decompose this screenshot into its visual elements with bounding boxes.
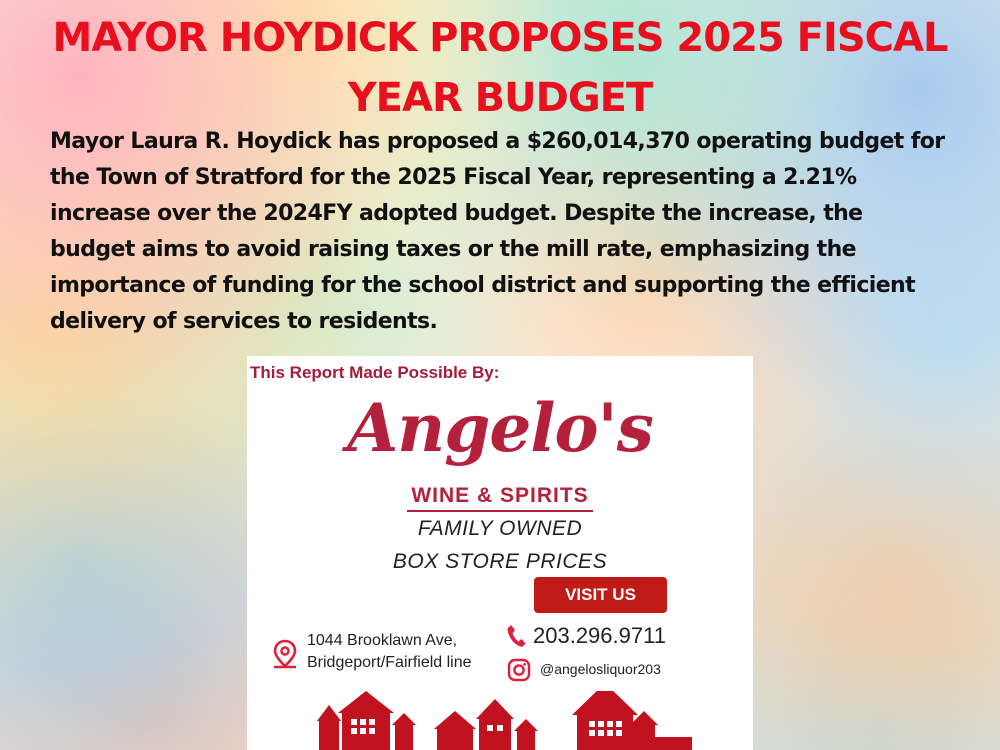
tagline-family-owned: FAMILY OWNED <box>417 517 583 540</box>
sponsor-ad[interactable] <box>247 356 753 750</box>
phone-icon <box>506 624 526 648</box>
sponsor-label: This Report Made Possible By: <box>250 363 500 382</box>
address-line-2: Bridgeport/Fairfield line <box>307 654 472 671</box>
article-headline: MAYOR HOYDICK PROPOSES 2025 FISCAL YEAR BUDGET <box>52 15 948 121</box>
map-pin-icon <box>272 639 298 669</box>
address-line-1: 1044 Brooklawn Ave, <box>307 632 458 649</box>
houses-illustration <box>247 691 753 750</box>
logo-subtitle <box>247 484 753 512</box>
instagram-icon <box>507 658 531 682</box>
store-address <box>307 630 472 674</box>
article-body: Mayor Laura R. Hoydick has proposed a $260,014,370 operating budget for the Town of Stratford for the 2025 Fiscal Year, representing a 2.21% increase over the 2024FY adopted budget. Despite the increase, the budget aims to avoid raising taxes or the mill rate, emphasizing the importance of funding for the school district and supporting the efficient delivery of services to residents. <box>50 129 945 334</box>
visit-us-button[interactable]: VISIT US <box>534 577 667 613</box>
logo-subtitle-text: WINE & SPIRITS <box>407 484 592 512</box>
angelos-logo: Angelo's <box>347 389 653 467</box>
instagram-handle[interactable]: @angelosliquor203 <box>540 661 661 677</box>
phone-number[interactable]: 203.296.9711 <box>533 623 666 648</box>
tagline-box-store-prices: BOX STORE PRICES <box>392 550 608 573</box>
